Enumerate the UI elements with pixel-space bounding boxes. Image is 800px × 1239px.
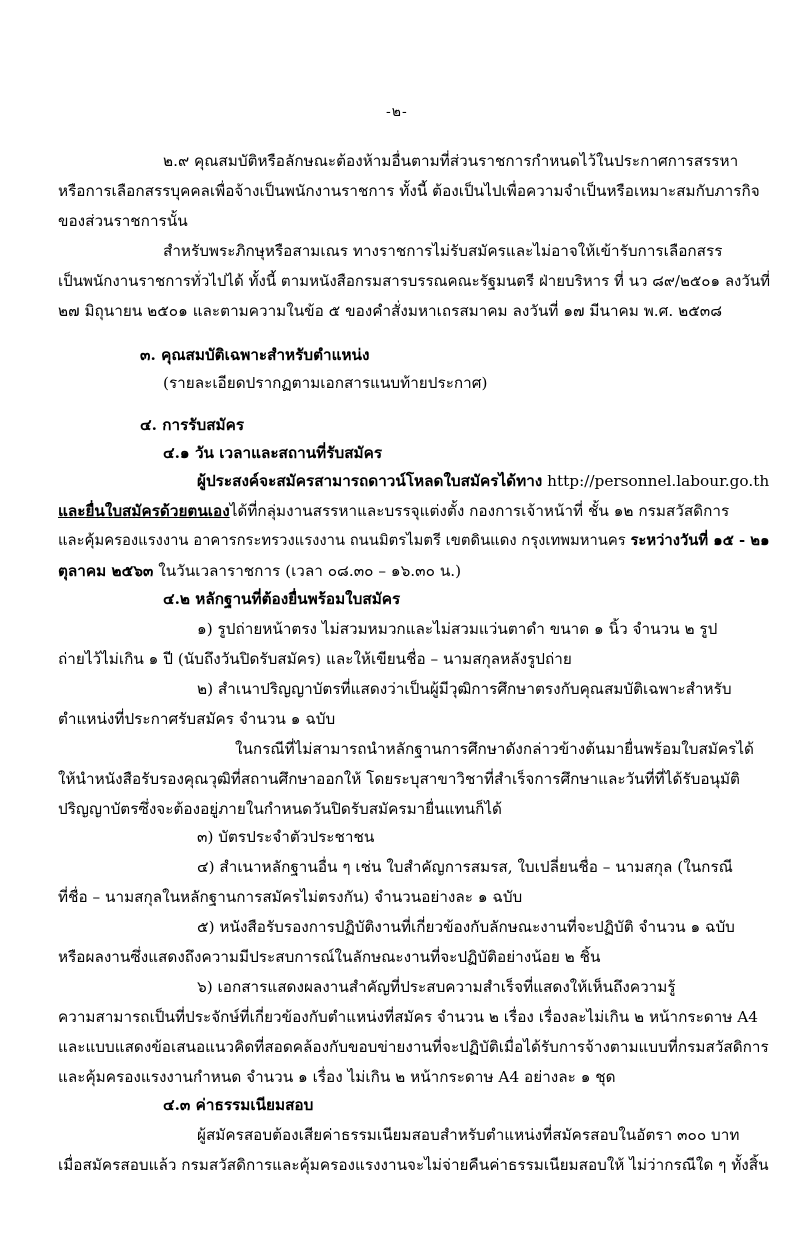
s42-item4-line-1: ๔) สำเนาหลักฐานอื่น ๆ เช่น ใบสำคัญการสมรส, ใบเปลี่ยนชื่อ – นามสกุล (ในกรณี	[197, 858, 733, 876]
s29-line-3: ของส่วนราชการนั้น	[58, 212, 188, 230]
s41-line-4-bold: ตุลาคม ๒๕๖๓	[58, 562, 154, 580]
s42-item5-line-1: ๕) หนังสือรับรองการปฏิบัติงานที่เกี่ยวข้องกับลักษณะงานที่จะปฏิบัติ จำนวน ๑ ฉบับ	[197, 918, 735, 936]
section-4-heading: ๔. การรับสมัคร	[140, 416, 245, 434]
section-3-detail: (รายละเอียดปรากฏตามเอกสารแนบท้ายประกาศ)	[163, 374, 488, 392]
s42-item6-line-1: ๖) เอกสารแสดงผลงานสำคัญที่ประสบความสำเร็จที่แสดงให้เห็นถึงความรู้	[197, 978, 676, 996]
s43-line-2: เมื่อสมัครสอบแล้ว กรมสวัสดิการและคุ้มครองแรงงานจะไม่จ่ายคืนค่าธรรมเนียมสอบให้ ไม่ว่ากรณีใด ๆ ทั้งสิ้น	[58, 1156, 769, 1174]
s41-line-3	[58, 526, 769, 556]
page-number: -๒-	[386, 104, 408, 120]
s29-line-1: ๒.๙ คุณสมบัติหรือลักษณะต้องห้ามอื่นตามที่ส่วนราชการกำหนดไว้ในประกาศการสรรหา	[163, 152, 739, 170]
s42-item5-line-2: หรือผลงานซึ่งแสดงถึงความมีประสบการณ์ในลักษณะงานที่จะปฏิบัติอย่างน้อย ๒ ชิ้น	[58, 948, 601, 966]
s42-note-line-2: ให้นำหนังสือรับรองคุณวุฒิที่สถานศึกษาออกให้ โดยระบุสาขาวิชาที่สำเร็จการศึกษาและวันที่ที่ได้รับอนุมัติ	[58, 770, 740, 788]
s42-item4-line-2: ที่ชื่อ – นามสกุลในหลักฐานการสมัครไม่ตรงกัน) จำนวนอย่างละ ๑ ฉบับ	[58, 888, 523, 906]
section-3-heading: ๓. คุณสมบัติเฉพาะสำหรับตำแหน่ง	[140, 346, 370, 364]
s41-line-2	[58, 496, 729, 526]
s41-line-3-normal: และคุ้มครองแรงงาน อาคารกระทรวงแรงงาน ถนนมิตรไมตรี เขตดินแดง กรุงเทพมหานคร	[58, 532, 631, 549]
s41-line-4	[58, 556, 461, 586]
application-url: http://personnel.labour.go.th	[542, 472, 770, 490]
s42-item2-line-2: ตำแหน่งที่ประกาศรับสมัคร จำนวน ๑ ฉบับ	[58, 710, 336, 728]
monk-line-2: เป็นพนักงานราชการทั่วไปได้ ทั้งนี้ ตามหนังสือกรมสารบรรณคณะรัฐมนตรี ฝ่ายบริหาร ที่ นว ๘๙/๒๕๐๑ ลงวันที่	[58, 272, 771, 290]
s29-line-2: หรือการเลือกสรรบุคคลเพื่อจ้างเป็นพนักงานราชการ ทั้งนี้ ต้องเป็นไปเพื่อความจำเป็นหรือเหมาะสมกับภารกิจ	[58, 182, 760, 200]
s41-line-1	[197, 466, 769, 496]
s41-line-2-rest: ได้ที่กลุ่มงานสรรหาและบรรจุแต่งตั้ง กองการเจ้าหน้าที่ ชั้น ๑๒ กรมสวัสดิการ	[229, 502, 730, 520]
s43-line-1: ผู้สมัครสอบต้องเสียค่าธรรมเนียมสอบสำหรับตำแหน่งที่สมัครสอบในอัตรา ๓๐๐ บาท	[197, 1126, 740, 1144]
s42-item1-line-2: ถ่ายไว้ไม่เกิน ๑ ปี (นับถึงวันปิดรับสมัคร) และให้เขียนชื่อ – นามสกุลหลังรูปถ่าย	[58, 650, 572, 668]
s41-line-2-bold: และยื่นใบสมัครด้วยตนเอง	[58, 502, 230, 520]
monk-line-3: ๒๗ มิถุนายน ๒๕๐๑ และตามความในข้อ ๕ ของคำสั่งมหาเถรสมาคม ลงวันที่ ๑๗ มีนาคม พ.ศ. ๒๕๓๘	[58, 302, 723, 320]
s41-line-3-bold: ระหว่างวันที่ ๑๕ - ๒๑	[630, 532, 770, 549]
section-41-heading: ๔.๑ วัน เวลาและสถานที่รับสมัคร	[163, 444, 383, 462]
section-43-heading: ๔.๓ ค่าธรรมเนียมสอบ	[163, 1096, 314, 1114]
s42-item6-line-3: และแบบแสดงข้อเสนอแนวคิดที่สอดคล้องกับขอบข่ายงานที่จะปฏิบัติเมื่อได้รับการจ้างตามแบบที่กรมสวัสดิการ	[58, 1038, 769, 1056]
section-42-heading: ๔.๒ หลักฐานที่ต้องยื่นพร้อมใบสมัคร	[163, 590, 401, 608]
s42-item1-line-1: ๑) รูปถ่ายหน้าตรง ไม่สวมหมวกและไม่สวมแว่นตาดำ ขนาด ๑ นิ้ว จำนวน ๒ รูป	[197, 620, 718, 638]
monk-line-1: สำหรับพระภิกษุหรือสามเณร ทางราชการไม่รับสมัครและไม่อาจให้เข้ารับการเลือกสรร	[163, 242, 723, 260]
s42-item6-line-4: และคุ้มครองแรงงานกำหนด จำนวน ๑ เรื่อง ไม่เกิน ๒ หน้ากระดาษ A4 อย่างละ ๑ ชุด	[58, 1068, 616, 1086]
s42-note-line-3: ปริญญาบัตรซึ่งจะต้องอยู่ภายในกำหนดวันปิดรับสมัครมายื่นแทนก็ได้	[58, 800, 502, 818]
s41-line-1-bold: ผู้ประสงค์จะสมัครสามารถดาวน์โหลดใบสมัครได้ทาง	[197, 472, 543, 490]
s42-item6-line-2: ความสามารถเป็นที่ประจักษ์ที่เกี่ยวข้องกับตำแหน่งที่สมัคร จำนวน ๒ เรื่อง เรื่องละไม่เกิน ๒ หน้ากระดาษ A4	[58, 1008, 759, 1026]
s42-item3: ๓) บัตรประจำตัวประชาชน	[197, 828, 375, 846]
s42-note-line-1: ในกรณีที่ไม่สามารถนำหลักฐานการศึกษาดังกล่าวข้างต้นมายื่นพร้อมใบสมัครได้	[235, 740, 754, 758]
s42-item2-line-1: ๒) สำเนาปริญญาบัตรที่แสดงว่าเป็นผู้มีวุฒิการศึกษาตรงกับคุณสมบัติเฉพาะสำหรับ	[197, 680, 732, 698]
s41-line-4-rest: ในวันเวลาราชการ (เวลา ๐๘.๓๐ – ๑๖.๓๐ น.)	[153, 562, 462, 580]
